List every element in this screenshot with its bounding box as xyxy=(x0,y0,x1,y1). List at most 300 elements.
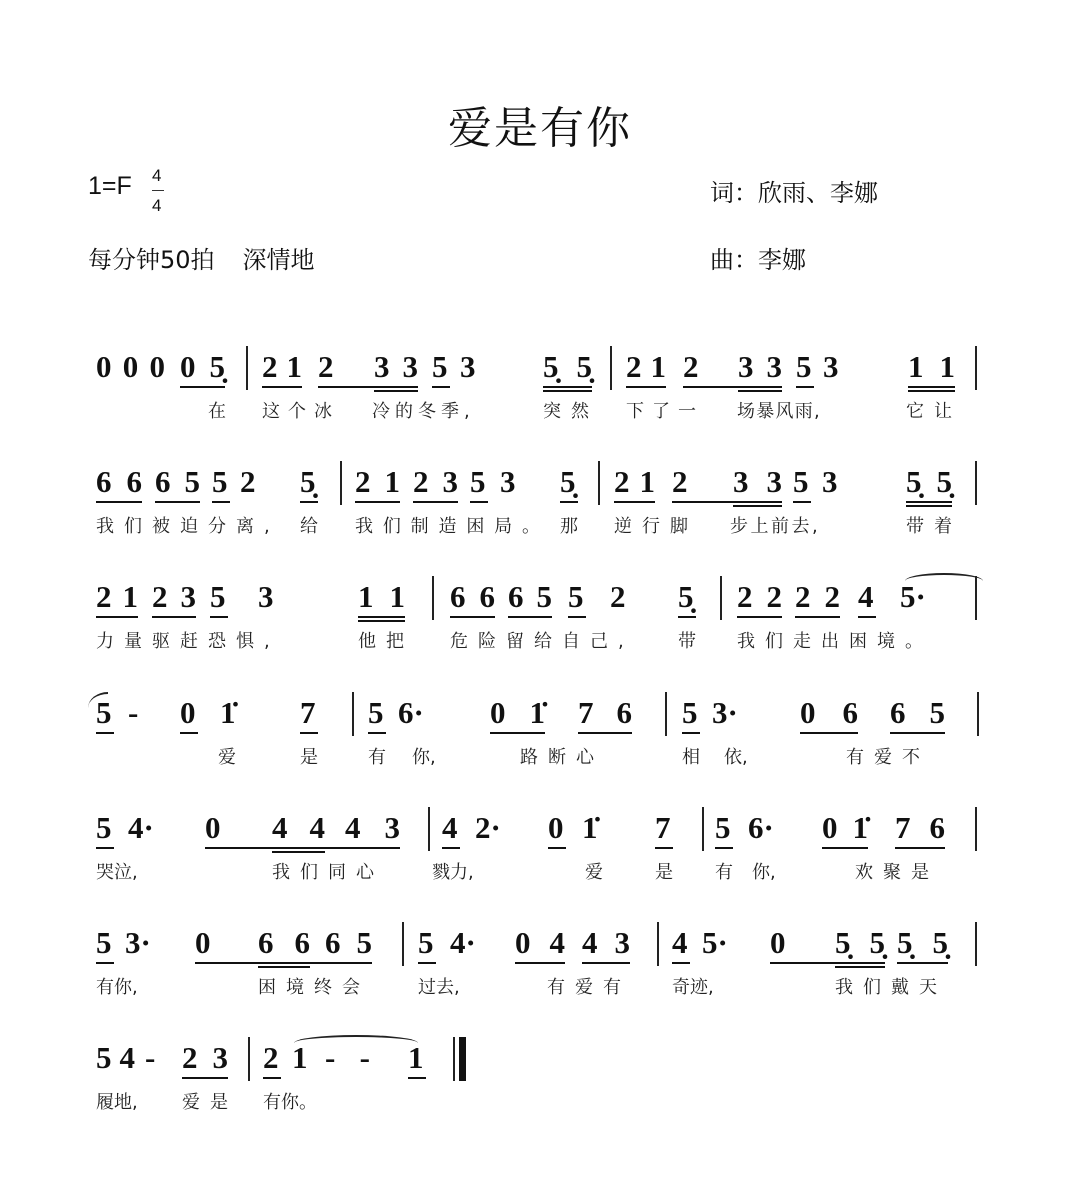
lyric-segment: 场暴风雨, xyxy=(737,401,821,422)
note-group xyxy=(128,696,146,732)
lyric-segment: 相 xyxy=(682,747,700,768)
lyric-segment: 他把 xyxy=(358,631,414,652)
note-group xyxy=(318,350,336,388)
note-group xyxy=(578,696,632,734)
tie-line xyxy=(205,847,345,849)
note-group xyxy=(475,811,505,847)
note-group xyxy=(145,1041,159,1077)
note: 6· xyxy=(748,810,774,845)
note: 3 xyxy=(374,349,390,384)
barline xyxy=(975,461,977,505)
note-group xyxy=(770,926,788,964)
note: 6 xyxy=(450,579,466,614)
tempo: 每分钟50拍 xyxy=(88,246,215,274)
note: 1̇ xyxy=(220,695,236,730)
note: 4· xyxy=(450,925,476,960)
note: 0 xyxy=(149,349,165,384)
note: 7 xyxy=(578,695,594,730)
note: 5̣ xyxy=(897,925,913,960)
note: 2 xyxy=(737,579,753,614)
note: 0 xyxy=(180,349,196,384)
tempo-line xyxy=(88,240,315,275)
barline xyxy=(432,576,434,620)
note: 2 xyxy=(413,464,429,499)
note: 4 xyxy=(442,810,458,845)
note: 2 xyxy=(614,464,630,499)
note: 1̇ xyxy=(529,695,545,730)
note-group xyxy=(548,811,566,849)
note-group xyxy=(858,580,876,618)
note: - xyxy=(128,695,139,730)
note: 1 xyxy=(939,349,955,384)
note: 3 xyxy=(258,579,274,614)
note: 5 xyxy=(210,579,226,614)
note: 5 xyxy=(418,925,434,960)
note: 5̣ xyxy=(209,349,225,384)
note: 5 xyxy=(356,925,372,960)
note: 5 xyxy=(96,925,112,960)
note-group xyxy=(96,926,114,964)
lyric-segment: 带 xyxy=(678,631,696,652)
note-group xyxy=(793,465,811,503)
lyric-segment: 危险留给自己, xyxy=(450,631,634,652)
note: 1 xyxy=(650,349,666,384)
note: 4 xyxy=(309,810,325,845)
note-group xyxy=(610,580,628,616)
note: 4 xyxy=(119,1040,135,1075)
barline xyxy=(975,807,977,851)
lyric-segment: 路断心 xyxy=(520,747,604,768)
note: 6 xyxy=(325,925,341,960)
note-group xyxy=(180,350,225,388)
note: 7 xyxy=(895,810,911,845)
note-group xyxy=(897,926,948,964)
note: 6 xyxy=(479,579,495,614)
note: 5̣ xyxy=(300,464,316,499)
lyric-segment: 爱是 xyxy=(182,1092,238,1113)
barline xyxy=(610,346,612,390)
note: 5 xyxy=(212,464,228,499)
note: 2 xyxy=(240,464,256,499)
note: 2 xyxy=(672,464,688,499)
note: 0 xyxy=(96,349,112,384)
note: 2· xyxy=(475,810,501,845)
note-group xyxy=(822,465,840,501)
note-group xyxy=(355,465,400,503)
note-group xyxy=(418,926,436,964)
note: 0 xyxy=(490,695,506,730)
note-group xyxy=(128,811,158,847)
lyric-segment: 那 xyxy=(560,516,578,537)
note-group xyxy=(582,811,600,847)
note: 1 xyxy=(358,579,374,614)
lyric-segment: 我们走出困境。 xyxy=(737,631,933,652)
lyric-segment: 戮力, xyxy=(432,862,474,883)
barline xyxy=(702,807,704,851)
note-group xyxy=(795,580,840,618)
barline xyxy=(428,807,430,851)
note-group xyxy=(195,926,213,964)
lyric-segment: 履地, xyxy=(96,1092,138,1113)
note-group xyxy=(568,580,586,618)
note: 6 xyxy=(929,810,945,845)
note-group xyxy=(906,465,952,503)
note: 5 xyxy=(96,1040,112,1075)
note-group xyxy=(96,465,142,503)
note: 4 xyxy=(582,925,598,960)
note: 0 xyxy=(822,810,838,845)
lyric-segment: 有爱有 xyxy=(547,977,631,998)
note-group xyxy=(180,696,198,734)
note: 5̣ xyxy=(543,349,559,384)
barline xyxy=(977,692,979,736)
slur xyxy=(905,573,983,589)
note-group xyxy=(515,926,565,964)
note-group xyxy=(655,811,673,849)
lyric-segment: 我们被迫分离, xyxy=(96,516,280,537)
barline xyxy=(975,346,977,390)
note-group xyxy=(432,350,450,388)
note-group xyxy=(450,926,480,962)
note-group xyxy=(460,350,478,386)
note-group xyxy=(96,580,138,618)
lyric-segment: 给 xyxy=(300,516,318,537)
note: 5 xyxy=(536,579,552,614)
note-group xyxy=(490,696,545,734)
note: 4· xyxy=(128,810,154,845)
lyric-segment: 依, xyxy=(724,747,748,768)
note-group xyxy=(672,926,690,964)
note: 3 xyxy=(614,925,630,960)
note-group xyxy=(823,350,841,386)
slur xyxy=(88,692,108,708)
time-signature-top: 4 xyxy=(152,166,162,185)
lyric-segment: 带着 xyxy=(906,516,962,537)
tie-line xyxy=(683,386,782,388)
note: 1 xyxy=(408,1040,424,1075)
note: 5 xyxy=(96,695,112,730)
note: 6 xyxy=(890,695,906,730)
note: 6 xyxy=(616,695,632,730)
note-group xyxy=(737,580,782,618)
note-group xyxy=(263,1041,281,1079)
note-group xyxy=(358,580,405,618)
note-group xyxy=(560,465,578,503)
note: 5 xyxy=(793,464,809,499)
note-group xyxy=(182,1041,228,1079)
note-group xyxy=(614,465,655,503)
note-group xyxy=(205,811,223,849)
note: 2 xyxy=(152,579,168,614)
note-group xyxy=(300,696,318,734)
lyric-segment: 你, xyxy=(752,862,776,883)
note: 3 xyxy=(384,810,400,845)
lyric-segment: 欢聚是 xyxy=(855,862,939,883)
note-group xyxy=(212,465,230,503)
note-group xyxy=(96,350,165,386)
note: 2 xyxy=(96,579,112,614)
barline xyxy=(657,922,659,966)
note-group xyxy=(413,465,458,503)
note: 5̣ xyxy=(906,464,922,499)
lyric-segment: 有 xyxy=(368,747,386,768)
lyric-segment: 我们戴天 xyxy=(835,977,947,998)
song-title: 爱是有你 xyxy=(448,103,632,154)
lyric-segment: 冷的冬季, xyxy=(372,401,475,422)
note-group xyxy=(895,811,945,849)
note: 5 xyxy=(184,464,200,499)
lyric-segment: 哭泣, xyxy=(96,862,138,883)
note: 5̣ xyxy=(869,925,885,960)
note-group xyxy=(240,465,258,501)
lyric-segment: 步上前去, xyxy=(730,516,821,537)
lyric-segment: 有 xyxy=(715,862,733,883)
note-group xyxy=(345,811,400,849)
note: 5̣ xyxy=(560,464,576,499)
note-group xyxy=(470,465,488,503)
note: 2 xyxy=(795,579,811,614)
note-group xyxy=(96,1041,135,1077)
note: 5· xyxy=(702,925,728,960)
lyric-segment: 我们制造困局。 xyxy=(355,516,550,537)
note: 3· xyxy=(125,925,151,960)
note: 2 xyxy=(355,464,371,499)
note: 2 xyxy=(683,349,699,384)
barline xyxy=(720,576,722,620)
note: 2 xyxy=(262,349,278,384)
note: 6 xyxy=(294,925,310,960)
barline xyxy=(248,1037,250,1081)
note: 1 xyxy=(292,1040,308,1075)
time-signature-line xyxy=(152,190,164,191)
key-signature: 1=F xyxy=(88,172,132,200)
lyric-segment: 力量驱赶恐惧, xyxy=(96,631,280,652)
note: 3 xyxy=(766,349,782,384)
note: 2 xyxy=(318,349,334,384)
lyric-segment: 过去, xyxy=(418,977,460,998)
note-group xyxy=(300,465,318,503)
note-group xyxy=(258,926,310,964)
note-group xyxy=(543,350,592,388)
note: 3 xyxy=(738,349,754,384)
note: 0 xyxy=(180,695,196,730)
note: 4 xyxy=(549,925,565,960)
note: 3 xyxy=(500,464,516,499)
note: - xyxy=(325,1040,336,1075)
lyric-segment: 爱 xyxy=(218,747,236,768)
lyric-segment: 这个冰 xyxy=(262,401,340,422)
note: 7 xyxy=(655,810,671,845)
note-group xyxy=(822,811,868,849)
lyric-segment: 逆行脚 xyxy=(614,516,698,537)
note-group xyxy=(262,350,302,388)
note: 6 xyxy=(508,579,524,614)
expression: 深情地 xyxy=(242,246,315,274)
note-group xyxy=(733,465,782,503)
note-group xyxy=(908,350,955,388)
note-group xyxy=(626,350,666,388)
note: 4 xyxy=(672,925,688,960)
lyricist: 词：欣雨、李娜 xyxy=(710,179,878,207)
note: 0 xyxy=(770,925,786,960)
lyric-segment: 是 xyxy=(655,862,673,883)
note-group xyxy=(683,350,701,388)
note: 2 xyxy=(766,579,782,614)
note: 0 xyxy=(195,925,211,960)
note-group xyxy=(374,350,418,388)
note-group xyxy=(835,926,885,964)
note-group xyxy=(738,350,782,388)
note: 1 xyxy=(908,349,924,384)
note: 5· xyxy=(900,579,926,614)
note: 0 xyxy=(800,695,816,730)
note: 3 xyxy=(180,579,196,614)
note-group xyxy=(325,926,372,964)
note: 1 xyxy=(122,579,138,614)
tie-line xyxy=(195,962,325,964)
note-group xyxy=(682,696,700,734)
note: 6 xyxy=(96,464,112,499)
barline xyxy=(340,461,342,505)
note: 5 xyxy=(682,695,698,730)
lyric-segment: 奇迹, xyxy=(672,977,714,998)
note-group xyxy=(398,696,428,732)
lyric-segment: 突然 xyxy=(543,401,599,422)
note: 3 xyxy=(733,464,749,499)
final-barline-thin xyxy=(453,1037,455,1081)
lyric-segment: 有你。 xyxy=(263,1092,317,1113)
note: 3 xyxy=(402,349,418,384)
note-group xyxy=(712,696,742,732)
tie-line xyxy=(672,501,782,503)
note-group xyxy=(890,696,945,734)
barline xyxy=(352,692,354,736)
final-barline-thick xyxy=(459,1037,466,1081)
lyric-segment: 是 xyxy=(300,747,318,768)
note: 1̇ xyxy=(852,810,868,845)
note: 3 xyxy=(766,464,782,499)
note-group xyxy=(220,696,238,732)
lyric-segment: 爱 xyxy=(585,862,603,883)
note: 0 xyxy=(548,810,564,845)
note-group xyxy=(715,811,733,849)
lyric-segment: 有爱不 xyxy=(846,747,930,768)
note: 2 xyxy=(824,579,840,614)
time-signature-bottom: 4 xyxy=(152,196,162,215)
note: 6 xyxy=(155,464,171,499)
note-group xyxy=(155,465,200,503)
note-group xyxy=(500,465,518,501)
note: 6 xyxy=(258,925,274,960)
note: 5̣ xyxy=(936,464,952,499)
note: 4 xyxy=(272,810,288,845)
note: 5̣ xyxy=(835,925,851,960)
note: - xyxy=(359,1040,370,1075)
slur xyxy=(294,1035,418,1051)
lyric-segment: 困境终会 xyxy=(258,977,370,998)
lyric-segment: 下了一 xyxy=(626,401,704,422)
note: 4 xyxy=(345,810,361,845)
note-group xyxy=(748,811,778,847)
barline xyxy=(975,922,977,966)
note: 5 xyxy=(368,695,384,730)
note-group xyxy=(368,696,386,734)
note: 3 xyxy=(823,349,839,384)
note: 1 xyxy=(389,579,405,614)
note: 4 xyxy=(858,579,874,614)
note-group xyxy=(508,580,552,618)
note: 5 xyxy=(96,810,112,845)
note: 3 xyxy=(212,1040,228,1075)
note: 5 xyxy=(470,464,486,499)
note-group xyxy=(210,580,228,618)
note: 5̣ xyxy=(932,925,948,960)
lyric-segment: 有你, xyxy=(96,977,138,998)
note-group xyxy=(272,811,325,849)
note: 6 xyxy=(126,464,142,499)
note: 3 xyxy=(460,349,476,384)
note-group xyxy=(450,580,495,618)
note: 1 xyxy=(384,464,400,499)
note: 0 xyxy=(515,925,531,960)
note: 3 xyxy=(442,464,458,499)
note: 0 xyxy=(122,349,139,384)
note: 2 xyxy=(182,1040,198,1075)
note: - xyxy=(145,1040,156,1075)
note: 5 xyxy=(715,810,731,845)
note: 1̇ xyxy=(582,810,598,845)
note: 1 xyxy=(639,464,655,499)
barline xyxy=(246,346,248,390)
note: 7 xyxy=(300,695,316,730)
note-group xyxy=(125,926,155,962)
composer: 曲：李娜 xyxy=(710,246,806,274)
note-group xyxy=(442,811,460,849)
note: 6 xyxy=(842,695,858,730)
tie-line xyxy=(770,962,885,964)
note: 5 xyxy=(432,349,448,384)
lyric-segment: 在 xyxy=(208,401,226,422)
note-group xyxy=(702,926,732,962)
lyric-segment: 我们同心 xyxy=(272,862,384,883)
note: 5̣ xyxy=(678,579,694,614)
tie-line xyxy=(318,386,418,388)
note-group xyxy=(800,696,858,734)
note: 1 xyxy=(286,349,302,384)
note-group xyxy=(582,926,630,964)
note: 3· xyxy=(712,695,738,730)
barline xyxy=(598,461,600,505)
note: 5 xyxy=(929,695,945,730)
lyric-segment: 它让 xyxy=(906,401,962,422)
barline xyxy=(402,922,404,966)
note-group xyxy=(678,580,696,618)
note: 6· xyxy=(398,695,424,730)
barline xyxy=(665,692,667,736)
note-group xyxy=(152,580,196,618)
note: 3 xyxy=(822,464,838,499)
note: 2 xyxy=(610,579,626,614)
note-group xyxy=(796,350,814,388)
note-group xyxy=(258,580,276,616)
note: 5 xyxy=(796,349,812,384)
note-group xyxy=(96,811,114,849)
lyric-segment: 你, xyxy=(412,747,436,768)
note: 2 xyxy=(263,1040,279,1075)
note: 5 xyxy=(568,579,584,614)
note-group xyxy=(672,465,690,503)
note: 0 xyxy=(205,810,221,845)
